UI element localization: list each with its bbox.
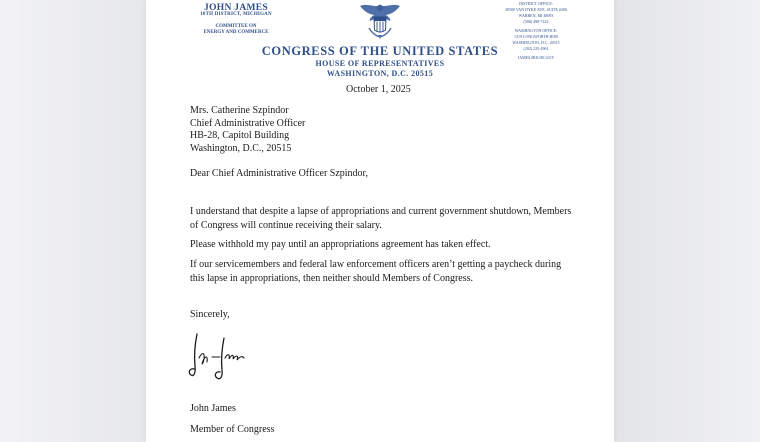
washington-office-city: WASHINGTON, D.C. 20515	[512, 40, 560, 45]
website-text: JAMES.HOUSE.GOV	[517, 55, 555, 60]
body-paragraph-3: If our servicemembers and federal law enforcement officers aren’t getting a paycheck during this lapse in appropriations, then neither should Members of Congress.	[190, 259, 562, 284]
signer-name: John James	[190, 403, 236, 414]
member-name: JOHN JAMES	[204, 3, 268, 13]
district-office-label: DISTRICT OFFICE:	[519, 1, 553, 6]
house-title: HOUSE OF REPRESENTATIVES	[315, 59, 445, 68]
member-district: 10TH DISTRICT, MICHIGAN	[200, 12, 272, 17]
recipient-address-line-1: HB-28, Capitol Building	[190, 130, 290, 141]
letter-page	[146, 0, 614, 442]
washington-office-phone: (202) 225-4961	[523, 46, 549, 51]
district-office-city: WARREN, MI 48093	[518, 13, 554, 18]
letter-date: October 1, 2025	[346, 84, 411, 95]
congress-heading	[246, 44, 514, 79]
committee-block	[171, 24, 301, 36]
recipient-name: Mrs. Catherine Szpindor	[190, 105, 289, 116]
washington-office-label: WASHINGTON OFFICE:	[514, 28, 558, 33]
house-seal-icon	[357, 1, 403, 41]
salutation: Dear Chief Administrative Officer Szpindor,	[190, 168, 368, 179]
signature-image	[186, 328, 250, 384]
background-left	[0, 0, 146, 442]
committee-line-2: ENERGY AND COMMERCE	[203, 30, 269, 35]
recipient-title: Chief Administrative Officer	[190, 117, 306, 129]
congress-city: WASHINGTON, D.C. 20515	[326, 69, 434, 78]
closing: Sincerely,	[190, 309, 230, 320]
district-office-phone: (586) 498-7122	[523, 19, 549, 24]
recipient-address	[190, 105, 305, 155]
signer-title: Member of Congress	[190, 424, 275, 435]
washington-office-street: 1319 LONGWORTH HOB	[514, 34, 558, 39]
body-paragraph-1: I understand that despite a lapse of appropriations and current government shutdown, Members of Congress will continue receiving their salary.	[190, 206, 572, 231]
recipient-address-line-2: Washington, D.C., 20515	[190, 142, 292, 154]
background-right	[614, 0, 760, 442]
district-office-street: 30500 VAN DYKE AVE, SUITE #306	[504, 7, 567, 12]
committee-line-1: COMMITTEE ON	[215, 24, 257, 29]
body-paragraph-2: Please withhold my pay until an appropriations agreement has taken effect.	[190, 239, 491, 250]
congress-title: CONGRESS OF THE UNITED STATES	[261, 44, 499, 58]
letterhead-member-block	[171, 3, 301, 36]
